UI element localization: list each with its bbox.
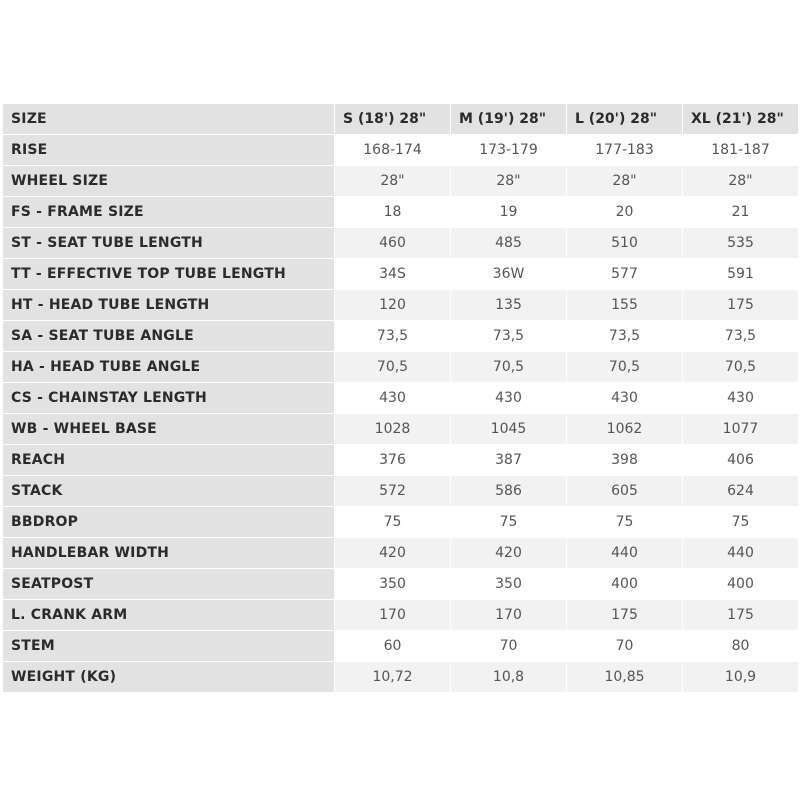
cell-value: 173-179: [451, 135, 567, 166]
cell-value: 36W: [451, 259, 567, 290]
table-row: [3, 290, 799, 321]
cell-value: 80: [683, 631, 799, 662]
cell-value: 376: [335, 445, 451, 476]
cell-value: 400: [567, 569, 683, 600]
row-label: TT - EFFECTIVE TOP TUBE LENGTH: [3, 259, 335, 290]
cell-value: 1028: [335, 414, 451, 445]
table-row: [3, 662, 799, 693]
cell-value: 70: [567, 631, 683, 662]
row-label: WEIGHT (KG): [3, 662, 335, 693]
table-row: [3, 445, 799, 476]
cell-value: 21: [683, 197, 799, 228]
header-size-l: L (20') 28": [567, 104, 683, 135]
cell-value: 28": [683, 166, 799, 197]
row-label: HT - HEAD TUBE LENGTH: [3, 290, 335, 321]
cell-value: 170: [335, 600, 451, 631]
cell-value: 10,8: [451, 662, 567, 693]
cell-value: 18: [335, 197, 451, 228]
table-row: [3, 197, 799, 228]
table-row: [3, 135, 799, 166]
cell-value: 420: [335, 538, 451, 569]
geometry-table: [3, 104, 799, 693]
row-label: L. CRANK ARM: [3, 600, 335, 631]
cell-value: 75: [683, 507, 799, 538]
table-row: [3, 352, 799, 383]
row-label: WB - WHEEL BASE: [3, 414, 335, 445]
cell-value: 175: [567, 600, 683, 631]
table-row: [3, 228, 799, 259]
cell-value: 175: [683, 600, 799, 631]
cell-value: 28": [335, 166, 451, 197]
cell-value: 75: [567, 507, 683, 538]
cell-value: 586: [451, 476, 567, 507]
cell-value: 181-187: [683, 135, 799, 166]
cell-value: 73,5: [683, 321, 799, 352]
cell-value: 430: [683, 383, 799, 414]
cell-value: 420: [451, 538, 567, 569]
cell-value: 73,5: [335, 321, 451, 352]
row-label: STEM: [3, 631, 335, 662]
row-label: ST - SEAT TUBE LENGTH: [3, 228, 335, 259]
table-row: [3, 507, 799, 538]
geometry-table-body: [3, 104, 799, 693]
header-size-m: M (19') 28": [451, 104, 567, 135]
cell-value: 350: [451, 569, 567, 600]
row-label: REACH: [3, 445, 335, 476]
table-row: [3, 631, 799, 662]
cell-value: 400: [683, 569, 799, 600]
table-row: [3, 476, 799, 507]
row-label: STACK: [3, 476, 335, 507]
cell-value: 460: [335, 228, 451, 259]
cell-value: 70,5: [335, 352, 451, 383]
cell-value: 19: [451, 197, 567, 228]
header-label-size: SIZE: [3, 104, 335, 135]
row-label: BBDROP: [3, 507, 335, 538]
cell-value: 155: [567, 290, 683, 321]
cell-value: 20: [567, 197, 683, 228]
cell-value: 591: [683, 259, 799, 290]
row-label: FS - FRAME SIZE: [3, 197, 335, 228]
cell-value: 387: [451, 445, 567, 476]
table-row: [3, 538, 799, 569]
cell-value: 605: [567, 476, 683, 507]
cell-value: 1045: [451, 414, 567, 445]
cell-value: 28": [567, 166, 683, 197]
cell-value: 34S: [335, 259, 451, 290]
cell-value: 510: [567, 228, 683, 259]
cell-value: 70: [451, 631, 567, 662]
header-size-xl: XL (21') 28": [683, 104, 799, 135]
cell-value: 572: [335, 476, 451, 507]
cell-value: 430: [567, 383, 683, 414]
table-row: [3, 321, 799, 352]
table-row: [3, 600, 799, 631]
row-label: CS - CHAINSTAY LENGTH: [3, 383, 335, 414]
cell-value: 10,72: [335, 662, 451, 693]
cell-value: 60: [335, 631, 451, 662]
table-row: [3, 569, 799, 600]
cell-value: 168-174: [335, 135, 451, 166]
cell-value: 1062: [567, 414, 683, 445]
cell-value: 175: [683, 290, 799, 321]
row-label: HA - HEAD TUBE ANGLE: [3, 352, 335, 383]
cell-value: 430: [451, 383, 567, 414]
row-label: HANDLEBAR WIDTH: [3, 538, 335, 569]
cell-value: 135: [451, 290, 567, 321]
cell-value: 75: [451, 507, 567, 538]
cell-value: 70,5: [451, 352, 567, 383]
row-label: SEATPOST: [3, 569, 335, 600]
cell-value: 70,5: [567, 352, 683, 383]
cell-value: 28": [451, 166, 567, 197]
table-header-row: [3, 104, 799, 135]
row-label: RISE: [3, 135, 335, 166]
cell-value: 10,85: [567, 662, 683, 693]
cell-value: 624: [683, 476, 799, 507]
cell-value: 73,5: [451, 321, 567, 352]
row-label: WHEEL SIZE: [3, 166, 335, 197]
cell-value: 177-183: [567, 135, 683, 166]
cell-value: 430: [335, 383, 451, 414]
cell-value: 485: [451, 228, 567, 259]
header-size-s: S (18') 28": [335, 104, 451, 135]
cell-value: 577: [567, 259, 683, 290]
table-row: [3, 414, 799, 445]
cell-value: 440: [567, 538, 683, 569]
cell-value: 406: [683, 445, 799, 476]
cell-value: 1077: [683, 414, 799, 445]
cell-value: 10,9: [683, 662, 799, 693]
row-label: SA - SEAT TUBE ANGLE: [3, 321, 335, 352]
cell-value: 170: [451, 600, 567, 631]
cell-value: 350: [335, 569, 451, 600]
cell-value: 440: [683, 538, 799, 569]
cell-value: 120: [335, 290, 451, 321]
cell-value: 75: [335, 507, 451, 538]
cell-value: 73,5: [567, 321, 683, 352]
table-row: [3, 383, 799, 414]
table-row: [3, 166, 799, 197]
cell-value: 398: [567, 445, 683, 476]
cell-value: 535: [683, 228, 799, 259]
table-row: [3, 259, 799, 290]
cell-value: 70,5: [683, 352, 799, 383]
